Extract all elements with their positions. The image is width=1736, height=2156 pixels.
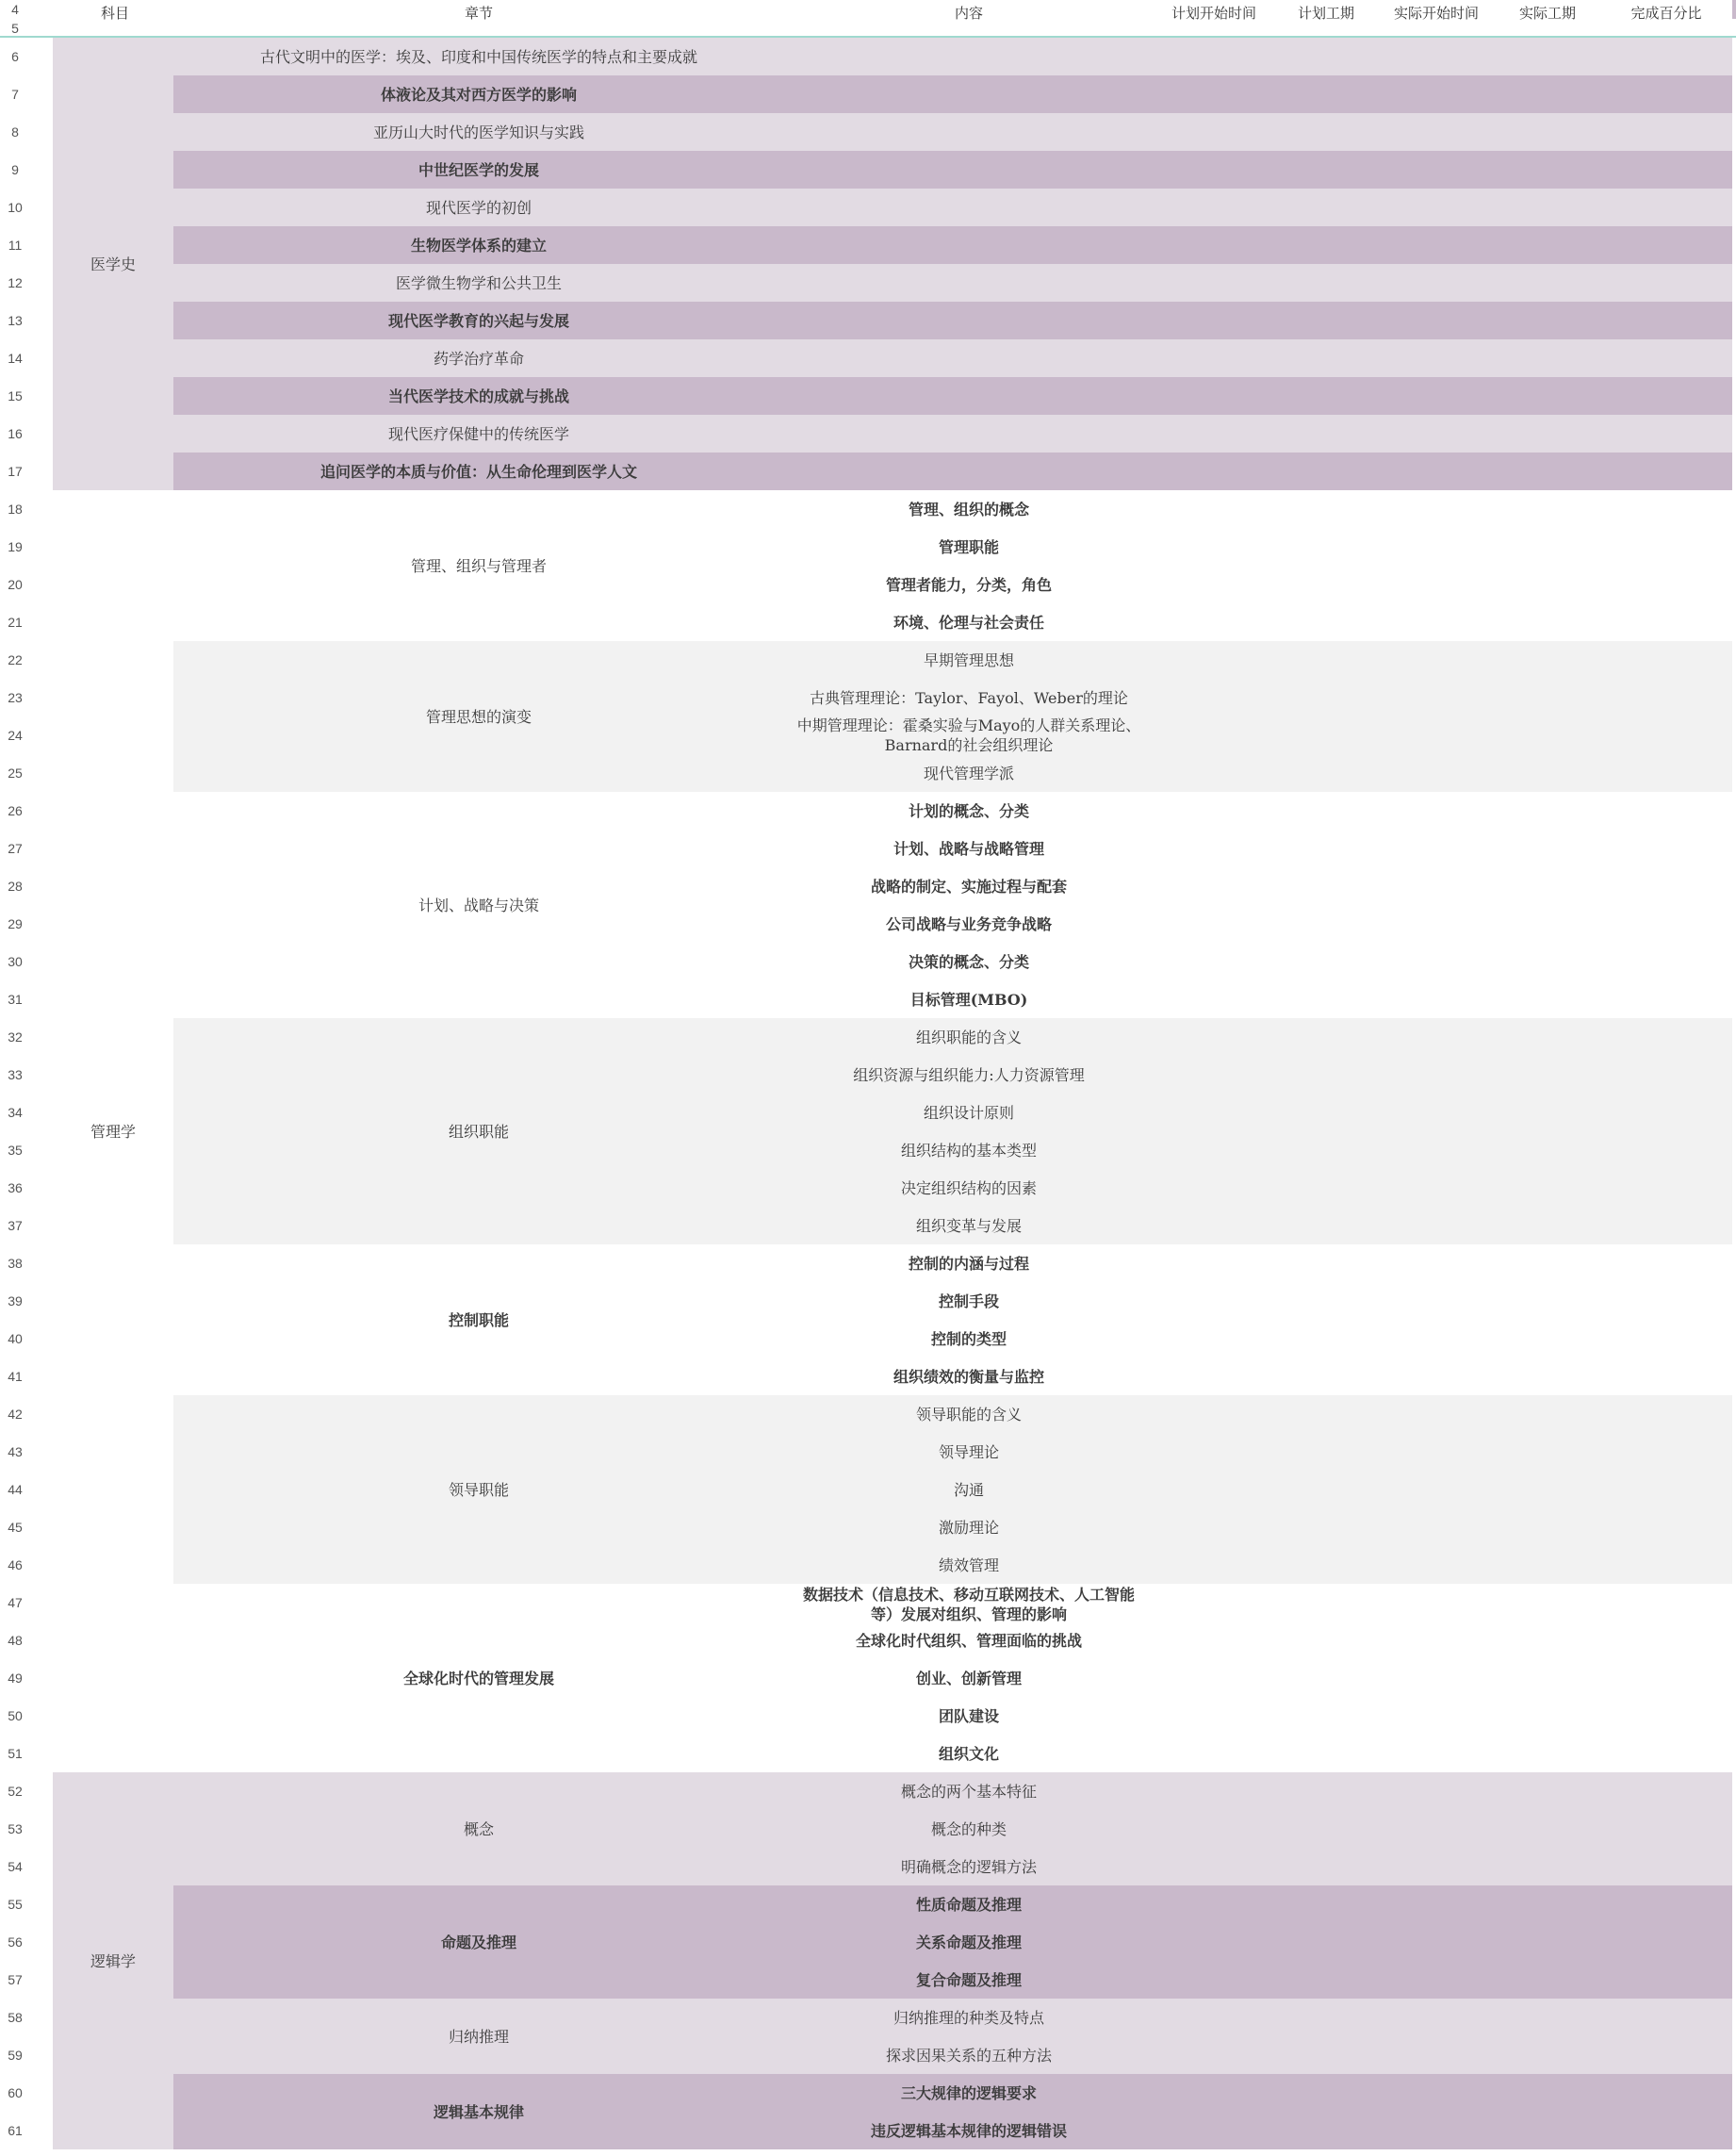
chapter-cell[interactable]: 归纳推理 (448, 2027, 509, 2046)
content-cell[interactable]: 控制的类型 (930, 1329, 1007, 1348)
chapter-cell[interactable]: 生物医学体系的建立 (410, 236, 547, 255)
content-cell[interactable]: 复合命题及推理 (915, 1970, 1022, 1989)
content-cell[interactable]: 管理、组织的概念 (908, 500, 1029, 518)
row-number[interactable]: 44 (8, 1482, 23, 1497)
row-number[interactable]: 32 (8, 1029, 23, 1045)
content-cell[interactable]: 违反逻辑基本规律的逻辑错误 (870, 2121, 1067, 2140)
content-cell[interactable]: 决策的概念、分类 (908, 952, 1029, 971)
chapter-cell[interactable]: 计划、战略与决策 (418, 896, 539, 914)
row-number[interactable]: 46 (8, 1557, 23, 1572)
chapter-cell[interactable]: 亚历山大时代的医学知识与实践 (372, 123, 584, 141)
row-number[interactable]: 12 (8, 275, 23, 290)
row-number[interactable]: 11 (8, 238, 23, 253)
row-number[interactable]: 40 (8, 1331, 23, 1346)
content-cell[interactable]: 中期管理理论：霍桑实验与Mayo的人群关系理论、 Barnard的社会组织理论 (796, 716, 1141, 754)
content-cell[interactable]: 计划、战略与战略管理 (893, 839, 1044, 858)
content-cell[interactable]: 绩效管理 (938, 1555, 999, 1574)
row-number[interactable]: 41 (8, 1369, 23, 1384)
chapter-cell[interactable]: 现代医学的初创 (425, 198, 532, 217)
row-number[interactable]: 42 (8, 1407, 23, 1422)
row-number[interactable]: 16 (8, 426, 23, 441)
row-number[interactable]: 17 (8, 464, 23, 479)
column-header-plan-start[interactable]: 计划开始时间 (1171, 4, 1256, 22)
header-edge-fill (1732, 0, 1736, 19)
content-cell[interactable]: 管理者能力，分类，角色 (885, 575, 1052, 594)
content-cell[interactable]: 现代管理学派 (923, 764, 1014, 782)
row-number[interactable]: 9 (11, 162, 19, 177)
column-header-actual-start[interactable]: 实际开始时间 (1393, 4, 1479, 22)
content-cell[interactable]: 三大规律的逻辑要求 (900, 2083, 1037, 2102)
chapter-cell[interactable]: 概念 (463, 1819, 494, 1838)
chapter-cell[interactable]: 药学治疗革命 (433, 349, 524, 368)
column-header-subject[interactable]: 科目 (100, 4, 129, 22)
row-number[interactable]: 19 (8, 539, 23, 554)
row-number[interactable]: 47 (8, 1595, 23, 1610)
chapter-cell[interactable]: 全球化时代的管理发展 (402, 1669, 554, 1687)
row-number[interactable]: 43 (8, 1444, 23, 1459)
row-number[interactable]: 30 (8, 954, 23, 969)
row-number[interactable]: 21 (8, 615, 23, 630)
row-number[interactable]: 58 (8, 2010, 23, 2025)
row-number[interactable]: 49 (8, 1670, 23, 1686)
chapter-cell[interactable]: 管理、组织与管理者 (410, 556, 547, 575)
content-cell[interactable]: 探求因果关系的五种方法 (885, 2046, 1052, 2065)
row-number[interactable]: 48 (8, 1633, 23, 1648)
content-cell[interactable]: 组织绩效的衡量与监控 (893, 1367, 1044, 1386)
row-number[interactable]: 6 (11, 49, 19, 64)
row-number[interactable]: 22 (8, 652, 23, 667)
chapter-cell[interactable]: 组织职能 (448, 1122, 509, 1141)
content-cell[interactable]: 归纳推理的种类及特点 (893, 2008, 1044, 2027)
chapter-cell[interactable]: 古代文明中的医学：埃及、印度和中国传统医学的特点和主要成就 (259, 47, 697, 66)
content-cell[interactable]: 计划的概念、分类 (908, 801, 1029, 820)
row-number[interactable]: 29 (8, 916, 23, 931)
chapter-cell[interactable]: 领导职能 (448, 1480, 509, 1499)
row-number[interactable]: 24 (8, 728, 23, 743)
content-cell[interactable]: 组织结构的基本类型 (900, 1141, 1037, 1160)
chapter-cell[interactable]: 逻辑基本规律 (433, 2102, 524, 2121)
row-number[interactable]: 36 (8, 1180, 23, 1195)
content-cell[interactable]: 组织职能的含义 (915, 1028, 1022, 1046)
content-cell[interactable]: 沟通 (953, 1480, 984, 1499)
row-number[interactable]: 27 (8, 841, 23, 856)
content-cell[interactable]: 战略的制定、实施过程与配套 (870, 877, 1067, 896)
row-number[interactable]: 51 (8, 1746, 23, 1761)
row-number[interactable]: 31 (8, 992, 23, 1007)
row-number[interactable]: 55 (8, 1897, 23, 1912)
chapter-cell[interactable]: 体液论及其对西方医学的影响 (380, 85, 577, 104)
content-cell[interactable]: 团队建设 (938, 1706, 999, 1725)
chapter-cell[interactable]: 管理思想的演变 (425, 707, 532, 726)
content-cell[interactable]: 激励理论 (938, 1518, 999, 1537)
row-number[interactable]: 56 (8, 1934, 23, 1950)
chapter-cell[interactable]: 命题及推理 (440, 1933, 516, 1951)
row-number[interactable]: 7 (11, 87, 19, 102)
chapter-cell[interactable]: 控制职能 (448, 1310, 509, 1329)
row-number[interactable]: 15 (8, 388, 23, 403)
content-cell[interactable]: 性质命题及推理 (915, 1895, 1022, 1914)
row-number[interactable]: 4 (11, 2, 19, 17)
content-cell[interactable]: 控制手段 (938, 1292, 999, 1310)
content-cell[interactable]: 早期管理思想 (923, 650, 1014, 669)
content-cell[interactable]: 关系命题及推理 (915, 1933, 1022, 1951)
row-number[interactable]: 28 (8, 879, 23, 894)
content-cell[interactable]: 决定组织结构的因素 (900, 1178, 1037, 1197)
content-cell[interactable]: 概念的两个基本特征 (900, 1782, 1037, 1801)
chapter-cell[interactable]: 现代医疗保健中的传统医学 (387, 424, 569, 443)
row-number[interactable]: 25 (8, 765, 23, 781)
content-cell[interactable]: 领导理论 (938, 1442, 999, 1461)
chapter-cell[interactable]: 中世纪医学的发展 (418, 160, 539, 179)
row-number[interactable]: 57 (8, 1972, 23, 1987)
row-number[interactable]: 5 (11, 21, 19, 36)
column-header-chapter[interactable]: 章节 (464, 4, 493, 22)
column-header-plan-duration[interactable]: 计划工期 (1297, 4, 1354, 22)
row-number[interactable]: 61 (8, 2123, 23, 2138)
row-number[interactable]: 59 (8, 2048, 23, 2063)
row-number[interactable]: 45 (8, 1520, 23, 1535)
content-cell[interactable]: 控制的内涵与过程 (908, 1254, 1029, 1273)
content-cell[interactable]: 组织文化 (938, 1744, 999, 1763)
content-cell[interactable]: 古典管理理论：Taylor、Fayol、Weber的理论 (810, 688, 1128, 707)
chapter-cell[interactable]: 追问医学的本质与价值：从生命伦理到医学人文 (319, 462, 637, 481)
row-number[interactable]: 50 (8, 1708, 23, 1723)
row-number[interactable]: 52 (8, 1784, 23, 1799)
subject-cell[interactable]: 逻辑学 (90, 1951, 136, 1970)
row-number[interactable]: 8 (11, 124, 19, 140)
row-number[interactable]: 60 (8, 2085, 23, 2100)
row-number[interactable]: 54 (8, 1859, 23, 1874)
subject-cell[interactable]: 医学史 (90, 255, 136, 273)
content-cell[interactable]: 数据技术（信息技术、移动互联网技术、人工智能 等）发展对组织、管理的影响 (802, 1586, 1135, 1623)
content-cell[interactable]: 明确概念的逻辑方法 (900, 1857, 1037, 1876)
content-cell[interactable]: 组织资源与组织能力:人力资源管理 (853, 1065, 1085, 1084)
row-number[interactable]: 35 (8, 1143, 23, 1158)
column-header-actual-duration[interactable]: 实际工期 (1518, 4, 1576, 22)
row-number[interactable]: 13 (8, 313, 23, 328)
row-number[interactable]: 14 (8, 351, 23, 366)
content-cell[interactable]: 环境、伦理与社会责任 (893, 613, 1044, 632)
row-number[interactable]: 39 (8, 1293, 23, 1308)
content-cell[interactable]: 创业、创新管理 (915, 1669, 1022, 1687)
row-number[interactable]: 53 (8, 1821, 23, 1836)
chapter-cell[interactable]: 当代医学技术的成就与挑战 (387, 387, 569, 405)
content-cell[interactable]: 概念的种类 (930, 1819, 1007, 1838)
chapter-cell[interactable]: 现代医学教育的兴起与发展 (387, 311, 569, 330)
subject-cell[interactable]: 管理学 (90, 1122, 136, 1141)
content-cell[interactable]: 组织变革与发展 (915, 1216, 1022, 1235)
row-number[interactable]: 34 (8, 1105, 23, 1120)
row-number[interactable]: 33 (8, 1067, 23, 1082)
row-number[interactable]: 10 (8, 200, 23, 215)
row-number[interactable]: 38 (8, 1256, 23, 1271)
row-number[interactable]: 20 (8, 577, 23, 592)
content-cell[interactable]: 全球化时代组织、管理面临的挑战 (855, 1631, 1082, 1650)
row-number[interactable]: 26 (8, 803, 23, 818)
content-cell[interactable]: 公司战略与业务竞争战略 (885, 914, 1052, 933)
column-header-content[interactable]: 内容 (954, 4, 983, 22)
chapter-cell[interactable]: 医学微生物学和公共卫生 (395, 273, 562, 292)
row-number[interactable]: 18 (8, 502, 23, 517)
content-cell[interactable]: 管理职能 (938, 537, 999, 556)
content-cell[interactable]: 领导职能的含义 (915, 1405, 1022, 1424)
row-number[interactable]: 37 (8, 1218, 23, 1233)
row-number[interactable]: 23 (8, 690, 23, 705)
content-cell[interactable]: 目标管理(MBO) (909, 990, 1028, 1009)
column-header-percent-complete[interactable]: 完成百分比 (1630, 4, 1702, 22)
content-cell[interactable]: 组织设计原则 (923, 1103, 1014, 1122)
